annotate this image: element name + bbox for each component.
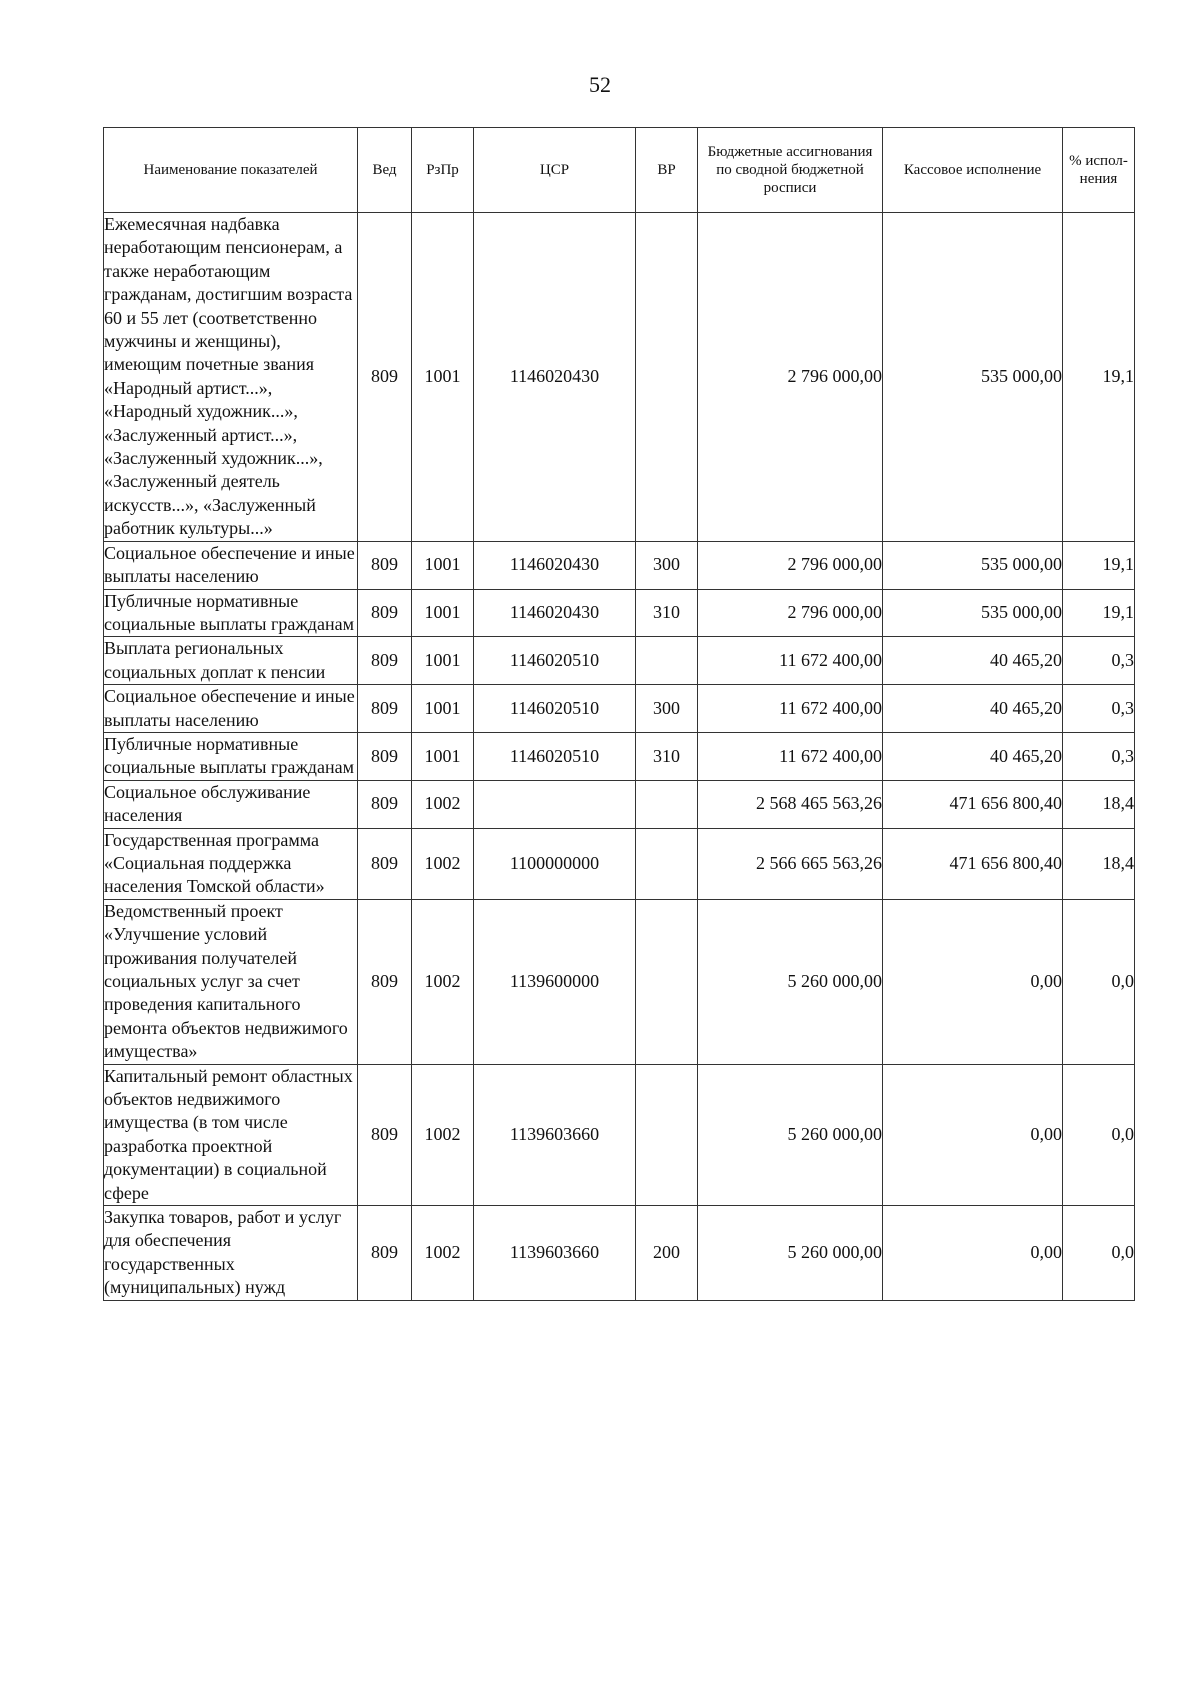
cell-pct: 0,0 [1063, 1064, 1135, 1205]
cell-name: Закупка товаров, работ и услуг для обеспечения государственных (муниципальных) нужд [104, 1206, 358, 1301]
cell-rzpr: 1001 [412, 732, 474, 780]
cell-budget: 2 796 000,00 [698, 589, 883, 637]
cell-name: Социальное обеспечение и иные выплаты населению [104, 685, 358, 733]
cell-vr [636, 213, 698, 542]
cell-cash: 471 656 800,40 [883, 828, 1063, 899]
cell-name: Публичные нормативные социальные выплаты гражданам [104, 589, 358, 637]
cell-budget: 11 672 400,00 [698, 732, 883, 780]
table-row [104, 899, 1135, 1064]
cell-name: Ведомственный проект «Улучшение условий проживания получателей социальных услуг за счет проведения капитального ремонта объектов недвижимого имущества» [104, 899, 358, 1064]
cell-pct: 18,4 [1063, 828, 1135, 899]
cell-csr: 1139603660 [474, 1064, 636, 1205]
cell-name: Выплата региональных социальных доплат к пенсии [104, 637, 358, 685]
cell-rzpr: 1001 [412, 589, 474, 637]
cell-pct: 18,4 [1063, 780, 1135, 828]
cell-pct: 0,3 [1063, 732, 1135, 780]
cell-csr: 1100000000 [474, 828, 636, 899]
cell-name: Ежемесячная надбавка неработающим пенсионерам, а также неработающим гражданам, достигшим возраста 60 и 55 лет (соответственно мужчины и женщины), имеющим почетные звания «Народный артист...», «Народный художник...», «Заслуженный артист...», «Заслуженный художник...», «Заслуженный деятель искусств...», «Заслуженный работник культуры...» [104, 213, 358, 542]
table-header-row [104, 128, 1135, 213]
cell-ved: 809 [358, 899, 412, 1064]
cell-cash: 0,00 [883, 899, 1063, 1064]
cell-pct: 19,1 [1063, 589, 1135, 637]
cell-rzpr: 1002 [412, 828, 474, 899]
cell-pct: 0,3 [1063, 637, 1135, 685]
cell-vr [636, 637, 698, 685]
cell-ved: 809 [358, 685, 412, 733]
cell-cash: 471 656 800,40 [883, 780, 1063, 828]
cell-budget: 5 260 000,00 [698, 899, 883, 1064]
cell-rzpr: 1001 [412, 213, 474, 542]
header-rzpr: РзПр [412, 128, 474, 213]
cell-cash: 535 000,00 [883, 589, 1063, 637]
cell-vr: 300 [636, 541, 698, 589]
header-ved: Вед [358, 128, 412, 213]
cell-rzpr: 1002 [412, 1064, 474, 1205]
cell-budget: 2 796 000,00 [698, 213, 883, 542]
cell-csr: 1139600000 [474, 899, 636, 1064]
cell-budget: 2 566 665 563,26 [698, 828, 883, 899]
table-row [104, 828, 1135, 899]
cell-cash: 40 465,20 [883, 637, 1063, 685]
cell-vr [636, 780, 698, 828]
cell-ved: 809 [358, 732, 412, 780]
cell-csr: 1146020510 [474, 685, 636, 733]
budget-execution-table [103, 127, 1135, 1301]
cell-vr: 200 [636, 1206, 698, 1301]
table-row [104, 1064, 1135, 1205]
header-csr: ЦСР [474, 128, 636, 213]
cell-cash: 535 000,00 [883, 541, 1063, 589]
cell-csr: 1146020430 [474, 589, 636, 637]
cell-cash: 535 000,00 [883, 213, 1063, 542]
cell-budget: 11 672 400,00 [698, 685, 883, 733]
cell-cash: 0,00 [883, 1206, 1063, 1301]
cell-name: Капитальный ремонт областных объектов недвижимого имущества (в том числе разработка проектной документации) в социальной сфере [104, 1064, 358, 1205]
cell-vr [636, 1064, 698, 1205]
cell-csr: 1146020430 [474, 213, 636, 542]
cell-ved: 809 [358, 1064, 412, 1205]
table-row [104, 589, 1135, 637]
cell-pct: 0,3 [1063, 685, 1135, 733]
cell-rzpr: 1002 [412, 1206, 474, 1301]
cell-budget: 2 796 000,00 [698, 541, 883, 589]
cell-name: Социальное обслуживание населения [104, 780, 358, 828]
cell-cash: 40 465,20 [883, 732, 1063, 780]
table-row [104, 1206, 1135, 1301]
cell-name: Социальное обеспечение и иные выплаты населению [104, 541, 358, 589]
cell-vr: 310 [636, 589, 698, 637]
cell-pct: 19,1 [1063, 213, 1135, 542]
cell-pct: 19,1 [1063, 541, 1135, 589]
cell-csr: 1139603660 [474, 1206, 636, 1301]
table-row [104, 685, 1135, 733]
table-row [104, 541, 1135, 589]
cell-ved: 809 [358, 589, 412, 637]
cell-budget: 11 672 400,00 [698, 637, 883, 685]
cell-vr [636, 899, 698, 1064]
table-row [104, 637, 1135, 685]
header-name: Наименование показателей [104, 128, 358, 213]
cell-ved: 809 [358, 828, 412, 899]
page-number: 52 [589, 72, 611, 97]
cell-budget: 2 568 465 563,26 [698, 780, 883, 828]
cell-vr: 310 [636, 732, 698, 780]
cell-csr: 1146020510 [474, 637, 636, 685]
cell-ved: 809 [358, 780, 412, 828]
header-budget: Бюджетные ассигнования по сводной бюджетной росписи [698, 128, 883, 213]
cell-cash: 40 465,20 [883, 685, 1063, 733]
table-row [104, 213, 1135, 542]
cell-csr [474, 780, 636, 828]
cell-name: Государственная программа «Социальная поддержка населения Томской области» [104, 828, 358, 899]
cell-ved: 809 [358, 637, 412, 685]
cell-ved: 809 [358, 541, 412, 589]
header-cash: Кассовое исполнение [883, 128, 1063, 213]
cell-budget: 5 260 000,00 [698, 1064, 883, 1205]
cell-pct: 0,0 [1063, 899, 1135, 1064]
cell-name: Публичные нормативные социальные выплаты гражданам [104, 732, 358, 780]
cell-rzpr: 1002 [412, 899, 474, 1064]
table-row [104, 780, 1135, 828]
cell-csr: 1146020510 [474, 732, 636, 780]
cell-vr [636, 828, 698, 899]
cell-rzpr: 1001 [412, 685, 474, 733]
cell-pct: 0,0 [1063, 1206, 1135, 1301]
cell-rzpr: 1001 [412, 541, 474, 589]
table-row [104, 732, 1135, 780]
cell-ved: 809 [358, 1206, 412, 1301]
header-vr: ВР [636, 128, 698, 213]
cell-csr: 1146020430 [474, 541, 636, 589]
header-pct: % испол-нения [1063, 128, 1135, 213]
cell-rzpr: 1002 [412, 780, 474, 828]
table-body [104, 213, 1135, 1301]
cell-rzpr: 1001 [412, 637, 474, 685]
cell-cash: 0,00 [883, 1064, 1063, 1205]
cell-ved: 809 [358, 213, 412, 542]
cell-vr: 300 [636, 685, 698, 733]
cell-budget: 5 260 000,00 [698, 1206, 883, 1301]
